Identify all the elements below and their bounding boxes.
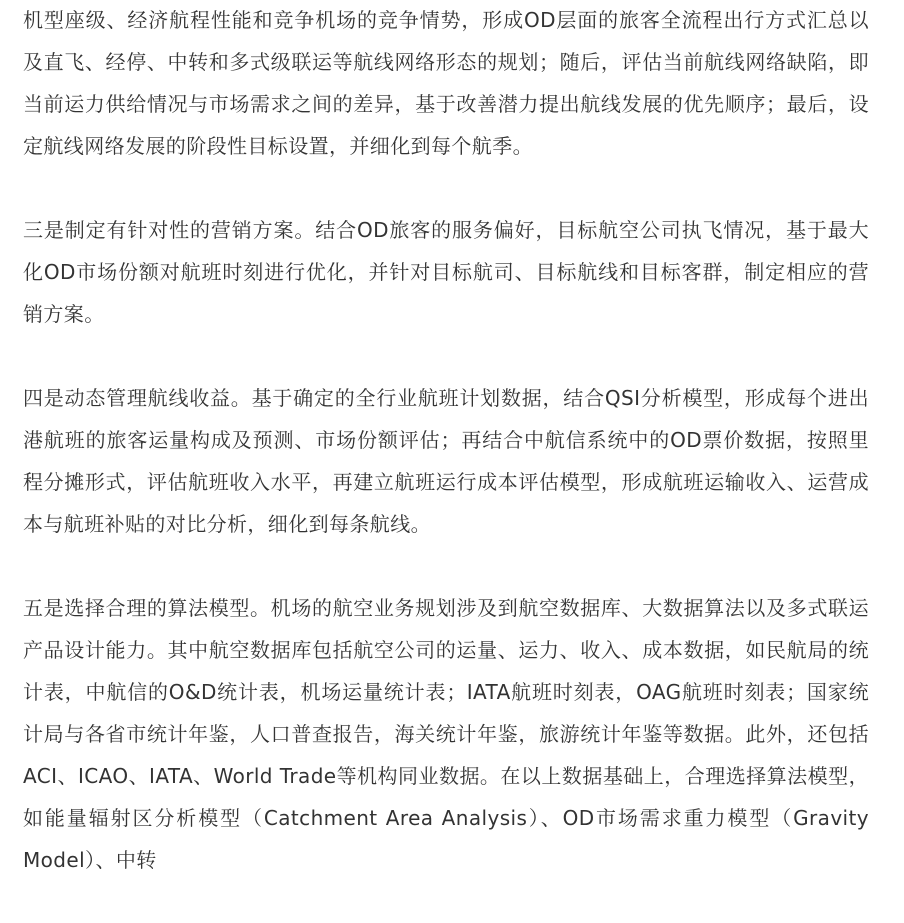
article-body — [23, 0, 869, 923]
paragraph-algorithm-models: 五是选择合理的算法模型。机场的航空业务规划涉及到航空数据库、大数据算法以及多式联运产品设计能力。其中航空数据库包括航空公司的运量、运力、收入、成本数据，如民航局的统计表，中航信的O&D统计表，机场运量统计表；IATA航班时刻表，OAG航班时刻表；国家统计局与各省市统计年鉴，人口普查报告，海关统计年鉴，旅游统计年鉴等数据。此外，还包括ACI、ICAO、IATA、World Trade等机构同业数据。在以上数据基础上，合理选择算法模型，如能量辐射区分析模型（Catchment Area Analysis）、OD市场需求重力模型（Gravity Model）、中转 — [23, 596, 869, 872]
paragraph-route-planning: 机型座级、经济航程性能和竞争机场的竞争情势，形成OD层面的旅客全流程出行方式汇总以及直飞、经停、中转和多式级联运等航线网络形态的规划；随后，评估当前航线网络缺陷，即当前运力供给情况与市场需求之间的差异，基于改善潜力提出航线发展的优先顺序；最后，设定航线网络发展的阶段性目标设置，并细化到每个航季。 — [23, 8, 869, 158]
paragraph-marketing-plan: 三是制定有针对性的营销方案。结合OD旅客的服务偏好，目标航空公司执飞情况，基于最大化OD市场份额对航班时刻进行优化，并针对目标航司、目标航线和目标客群，制定相应的营销方案。 — [23, 218, 869, 326]
paragraph-revenue-management: 四是动态管理航线收益。基于确定的全行业航班计划数据，结合QSI分析模型，形成每个进出港航班的旅客运量构成及预测、市场份额评估；再结合中航信系统中的OD票价数据，按照里程分摊形式，评估航班收入水平，再建立航班运行成本评估模型，形成航班运输收入、运营成本与航班补贴的对比分析，细化到每条航线。 — [23, 386, 869, 536]
